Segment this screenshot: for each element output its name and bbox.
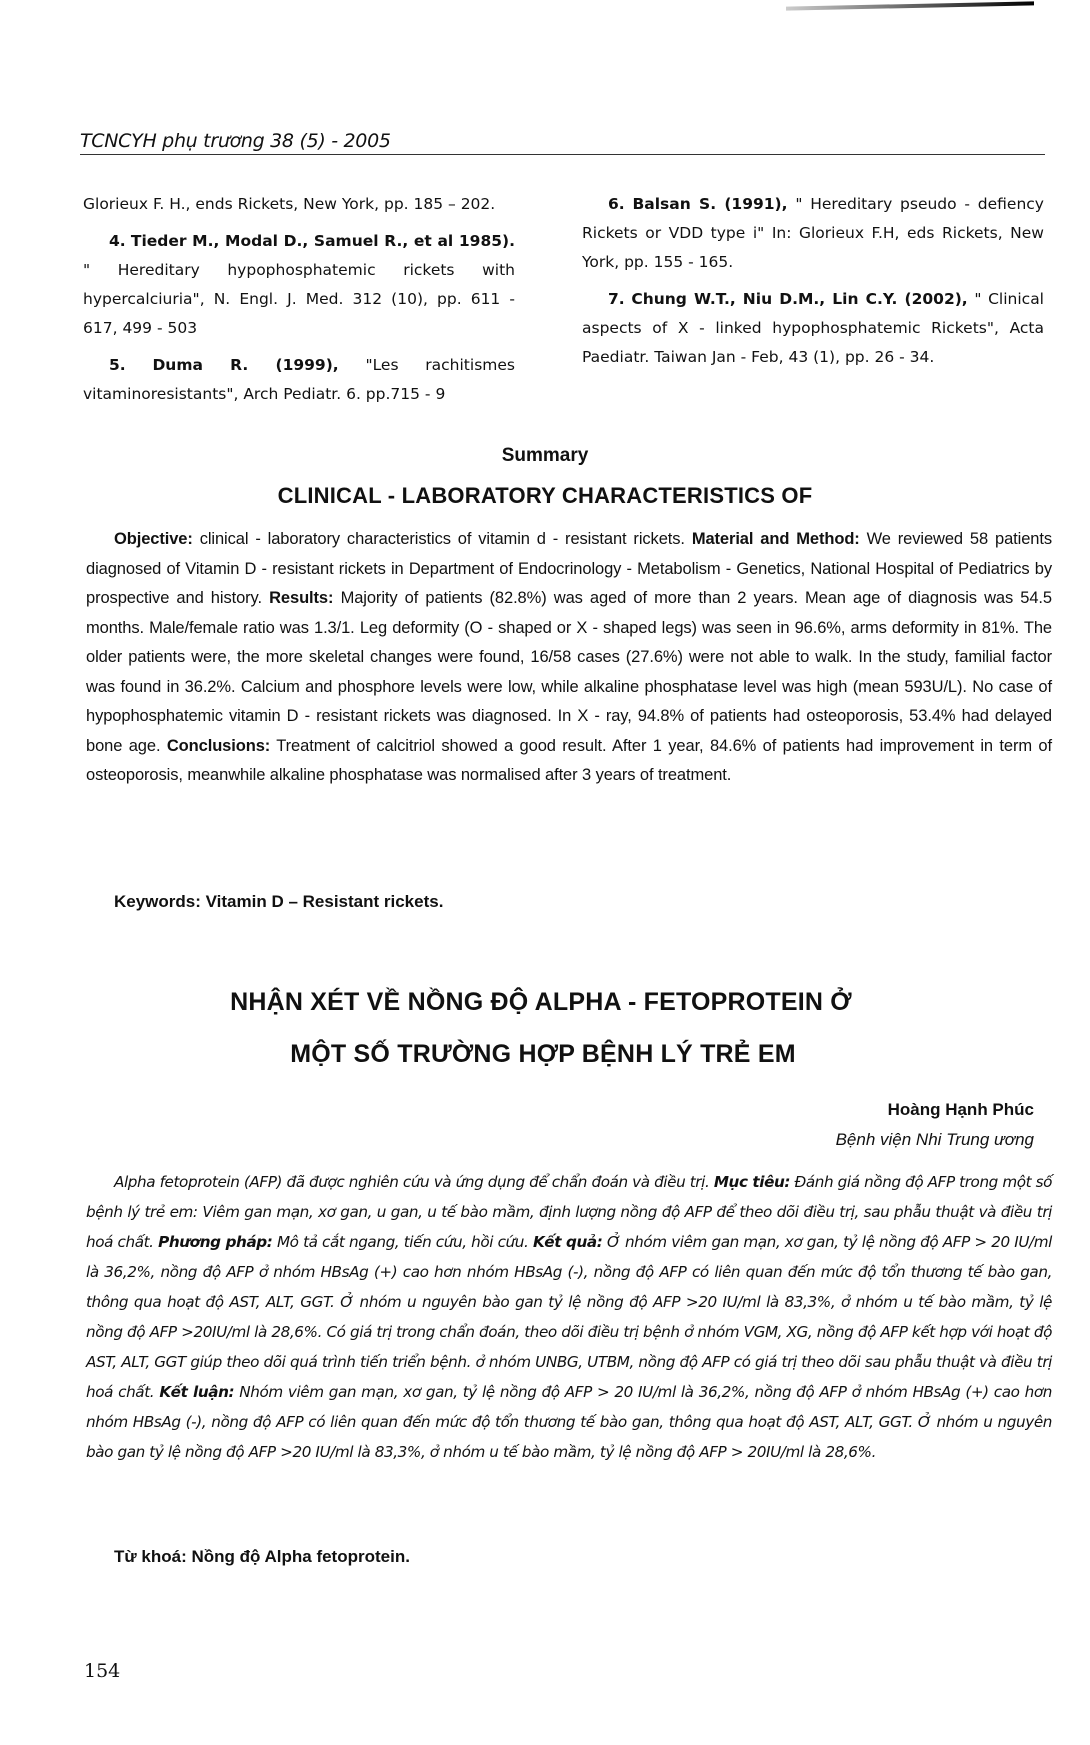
method-label: Material and Method: bbox=[691, 530, 860, 548]
reference-text: Glorieux F. H., ends Rickets, New York, pp. 185 – 202. bbox=[83, 195, 496, 213]
journal-citation: TCNCYH phụ trương 38 (5) - 2005 bbox=[80, 130, 391, 152]
objective-label: Objective: bbox=[114, 530, 193, 548]
reference-text: " Hereditary hypophosphatemic rickets with hypercalciuria", N. Engl. J. Med. 312 (10), pp. 611 - 617, 499 - 503 bbox=[83, 261, 515, 337]
summary-title: CLINICAL - LABORATORY CHARACTERISTICS OF bbox=[277, 483, 813, 508]
reference-authors: Chung W.T., Niu D.M., Lin C.Y. (2002), bbox=[631, 290, 968, 308]
method-label: Phương pháp: bbox=[158, 1233, 273, 1251]
results-label: Kết quả: bbox=[532, 1233, 603, 1251]
reference-text: " Hereditary pseudo - defiency Rickets or VDD type i" In: Glorieux F.H, eds Rickets, New York, pp. 155 - 165. bbox=[582, 195, 1044, 271]
results-label: Results: bbox=[269, 589, 334, 607]
reference-text: " Clinical aspects of X - linked hypophosphatemic Rickets", Acta Paediatr. Taiwan Jan - Feb, 43 (1), pp. 26 - 34. bbox=[582, 290, 1044, 366]
method-text: Mô tả cắt ngang, tiến cứu, hồi cứu. bbox=[272, 1233, 533, 1251]
author-affiliation: Bệnh viện Nhi Trung ương bbox=[835, 1130, 1034, 1149]
reference-authors: Balsan S. (1991), bbox=[632, 195, 788, 213]
conclusions-label: Conclusions: bbox=[166, 736, 271, 755]
objective-text: clinical - laboratory characteristics of vitamin d - resistant rickets. bbox=[192, 530, 692, 548]
reference-number: 6. bbox=[608, 195, 625, 213]
reference-authors: Tieder M., Modal D., Samuel R., et al 1985). bbox=[130, 232, 515, 250]
reference-7 bbox=[582, 285, 1044, 372]
reference-number: 4. bbox=[109, 232, 126, 250]
article-keywords: Từ khoá: Nồng độ Alpha fetoprotein. bbox=[114, 1547, 410, 1566]
references-right-column bbox=[582, 190, 1044, 380]
summary-keywords: Keywords: Vitamin D – Resistant rickets. bbox=[114, 892, 444, 911]
top-decorative-rule bbox=[786, 1, 1034, 10]
references-left-column bbox=[83, 190, 515, 417]
article-abstract bbox=[86, 1167, 1052, 1467]
results-text: Majority of patients (82.8%) was aged of more than 2 years. Mean age of diagnosis was 54.5 months. Male/female ratio was 1.3/1. Leg deformity (O - shaped or X - shaped legs) was seen in 96.6%, arms deformity in 81%. The older patients were, the more skeletal changes were found, 16/58 cases (27.6%) were not able to walk. In the study, familial factor was found in 36.2%. Calcium and phosphore levels were low, while alkaline phosphatase level was high (mean 593U/L). No case of hypophosphatemic vitamin D - resistant rickets was diagnosed. In X - ray, 94.8% of patients had osteoporosis, 53.4% had delayed bone age. bbox=[86, 589, 1052, 755]
running-header bbox=[80, 130, 1045, 155]
conclusion-label: Kết luận: bbox=[159, 1383, 235, 1401]
objective-text: Đánh giá nồng độ AFP trong một số bệnh lý trẻ em: Viêm gan mạn, xơ gan, u gan, u tế bào mầm, định lượng nồng độ AFP để theo dõi điều trị, sau phẫu thuật và điều trị hoá chất. bbox=[86, 1173, 1053, 1251]
reference-text: "Les rachitismes vitaminoresistants", Arch Pediatr. 6. pp.715 - 9 bbox=[83, 356, 515, 403]
method-text: We reviewed 58 patients diagnosed of Vitamin D - resistant rickets in Department of Endocrinology - Metabolism - Genetics, National Hospital of Pediatrics by prospective and history. bbox=[86, 530, 1052, 607]
summary-abstract bbox=[86, 525, 1052, 791]
reference-4 bbox=[83, 227, 515, 343]
reference-6 bbox=[582, 190, 1044, 277]
reference-number: 7. bbox=[608, 290, 625, 308]
objective-label: Mục tiêu: bbox=[713, 1173, 791, 1191]
intro-text: Alpha fetoprotein (AFP) đã được nghiên cứu và ứng dụng để chẩn đoán và điều trị. bbox=[114, 1173, 714, 1191]
results-text: Ở nhóm viêm gan mạn, xơ gan, tỷ lệ nồng độ AFP > 20 IU/ml là 36,2%, nồng độ AFP ở nhóm HBsAg (+) cao hơn nhóm HBsAg (-), nồng độ AFP có liên quan đến mức độ tổn thương tế bào gan, thông qua hoạt độ AST, ALT, GGT. Ở nhóm u nguyên bào gan tỷ lệ nồng độ AFP >20 IU/ml là 83,3%, ở nhóm u tế bào mầm, tỷ lệ nồng độ AFP >20IU/ml là 28,6%. Có giá trị trong chẩn đoán, theo dõi điều trị bệnh ở nhóm VGM, XG, nồng độ AFP kết hợp với hoạt độ AST, ALT, GGT giúp theo dõi quá trình tiến triển bệnh. ở nhóm UNBG, UTBM, nồng độ AFP có giá trị theo dõi sau phẫu thuật và điều trị hoá chất. bbox=[86, 1233, 1052, 1401]
conclusions-text: Treatment of calcitriol showed a good result. After 1 year, 84.6% of patients had improvement in term of osteoporosis, meanwhile alkaline phosphatase was normalised after 3 years of treatment. bbox=[86, 736, 1052, 784]
summary-heading: Summary bbox=[501, 445, 589, 466]
article-title-line-1: NHẬN XÉT VỀ NỒNG ĐỘ ALPHA - FETOPROTEIN Ở bbox=[230, 988, 852, 1016]
reference-number: 5. bbox=[109, 356, 126, 374]
reference-5 bbox=[83, 351, 515, 409]
reference-continued bbox=[83, 190, 515, 219]
reference-authors: Duma R. (1999), bbox=[152, 356, 339, 374]
author-name: Hoàng Hạnh Phúc bbox=[887, 1100, 1034, 1119]
conclusion-text: Nhóm viêm gan mạn, xơ gan, tỷ lệ nồng độ AFP > 20 IU/ml là 36,2%, nồng độ AFP ở nhóm HBsAg (+) cao hơn nhóm HBsAg (-), nồng độ AFP có liên quan đến mức độ tổn thương tế bào gan, thông qua hoạt độ AST, ALT, GGT. Ở nhóm u nguyên bào gan tỷ lệ nồng độ AFP >20 IU/ml là 83,3%, ở nhóm u tế bào mầm, tỷ lệ nồng độ AFP > 20IU/ml là 28,6%. bbox=[86, 1383, 1053, 1461]
article-title-line-2: MỘT SỐ TRƯỜNG HỢP BỆNH LÝ TRẺ EM bbox=[290, 1040, 796, 1068]
page-number: 154 bbox=[84, 1660, 121, 1682]
